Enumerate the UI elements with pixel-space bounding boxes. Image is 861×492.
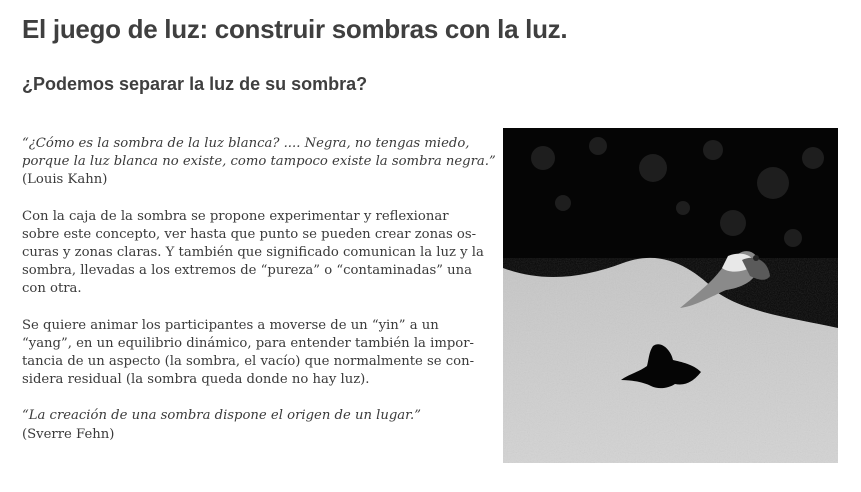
quote-line: porque la luz blanca no existe, como tampoco existe la sombra negra.” <box>22 154 496 170</box>
pigeon-shadow-photo <box>503 128 838 463</box>
paragraph-line: tancia de un aspecto (la sombra, el vacío) que normalmente se con- <box>22 354 475 370</box>
paragraph-yin-yang <box>22 317 475 390</box>
paragraph-line: sobre este concepto, ver hasta que punto se pueden crear zonas os- <box>22 226 477 242</box>
quote-kahn <box>22 135 496 190</box>
paragraph-line: “yang”, en un equilibrio dinámico, para entender también la impor- <box>22 335 474 351</box>
quote-author: (Sverre Fehn) <box>22 426 115 442</box>
paragraph-line: Con la caja de la sombra se propone experimentar y reflexionar <box>22 208 449 224</box>
quote-fehn <box>22 407 472 443</box>
page-title: El juego de luz: construir sombras con la luz. <box>22 14 568 44</box>
paragraph-concept <box>22 208 484 299</box>
paragraph-line: Se quiere animar los participantes a moverse de un “yin” a un <box>22 317 439 333</box>
paragraph-line: curas y zonas claras. Y también que significado comunican la luz y la <box>22 245 484 261</box>
body-text <box>22 135 496 444</box>
quote-author: (Louis Kahn) <box>22 172 108 188</box>
quote-line: “¿Cómo es la sombra de la luz blanca? .... Negra, no tengas miedo, <box>22 136 470 151</box>
quote-line: “La creación de una sombra dispone el origen de un lugar.” <box>22 408 421 424</box>
paragraph-line: con otra. <box>22 281 82 297</box>
paragraph-line: sombra, llevadas a los extremos de “pureza” o “contaminadas” una <box>22 263 472 279</box>
page-subtitle: ¿Podemos separar la luz de su sombra? <box>22 74 368 94</box>
paragraph-line: sidera residual (la sombra queda donde no hay luz). <box>22 372 370 388</box>
